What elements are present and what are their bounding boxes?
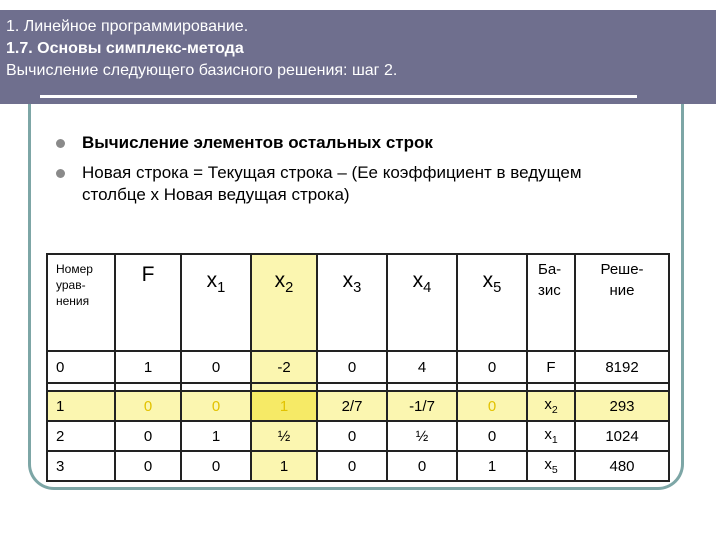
row-spacer [47,383,669,391]
cell-x5: 1 [457,451,527,481]
bullet-item [52,132,612,154]
cell-x4: 4 [387,351,457,383]
table-row [47,421,669,451]
cell-x2: ½ [251,421,317,451]
header-x1: $x_1$ [181,254,251,351]
cell-x2: -2 [251,351,317,383]
cell-solution: 480 [575,451,669,481]
cell-solution: 1024 [575,421,669,451]
cell-x3: 0 [317,351,387,383]
cell-x5: 0 [457,351,527,383]
cell-number: 1 [47,391,115,421]
cell-x1: 0 [181,451,251,481]
cell-F: 1 [115,351,181,383]
table-row [47,351,669,383]
cell-F: 0 [115,421,181,451]
header-F: F [115,254,181,351]
cell-x2: 1 [251,451,317,481]
simplex-table [46,253,670,482]
header-x5: $x_5$ [457,254,527,351]
title-line-2: 1.7. Основы симплекс-метода [6,40,244,57]
cell-x1: 1 [181,421,251,451]
slide-title [6,16,397,82]
bullet-list [52,132,612,214]
cell-basis: F [527,351,575,383]
cell-F: 0 [115,451,181,481]
cell-x5: 0 [457,391,527,421]
cell-number: 2 [47,421,115,451]
cell-solution: 8192 [575,351,669,383]
cell-x1: 0 [181,351,251,383]
cell-x1: 0 [181,391,251,421]
cell-x3: 0 [317,451,387,481]
bullet-text: Вычисление элементов остальных строк [82,133,433,152]
header-x4: $x_4$ [387,254,457,351]
bullet-dot-icon [56,169,65,178]
cell-number: 3 [47,451,115,481]
bullet-text: Новая строка = Текущая строка – (Ее коэффициент в ведущем столбце x Новая ведущая строка) [82,163,582,204]
cell-x4: -1/7 [387,391,457,421]
cell-x3: 2/7 [317,391,387,421]
cell-x4: ½ [387,421,457,451]
bullet-dot-icon [56,139,65,148]
title-line-3: Вычисление следующего базисного решения: шаг 2. [6,62,398,79]
cell-x2: 1 [251,391,317,421]
header-basis: Ба- зис [527,254,575,351]
cell-x3: 0 [317,421,387,451]
bullet-item [52,162,612,206]
cell-x5: 0 [457,421,527,451]
cell-basis: $x_1$ [527,421,575,451]
table-row [47,391,669,421]
cell-F: 0 [115,391,181,421]
title-line-1: 1. Линейное программирование. [6,18,249,35]
header-x2: $x_2$ [251,254,317,351]
cell-basis: $x_2$ [527,391,575,421]
header-eq-number: Номер урав- нения [47,254,115,351]
header-underline [40,95,637,98]
table-header-row [47,254,669,351]
header-solution: Реше- ние [575,254,669,351]
header-x3: $x_3$ [317,254,387,351]
cell-basis: $x_5$ [527,451,575,481]
table-row [47,451,669,481]
cell-number: 0 [47,351,115,383]
cell-x4: 0 [387,451,457,481]
cell-solution: 293 [575,391,669,421]
